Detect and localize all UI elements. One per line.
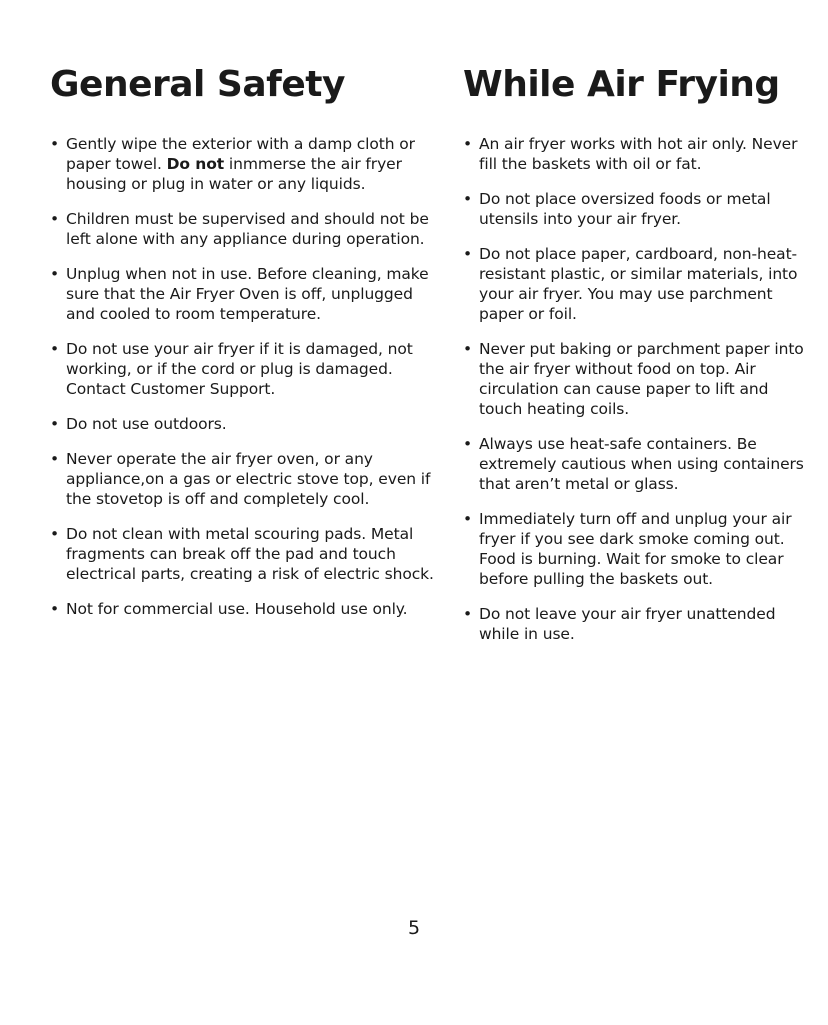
list-item-text: Do not place oversized foods or metal utensils into your air fryer. [479,190,771,228]
list-item-text-bold: Do not [166,155,225,173]
list-item [463,604,808,644]
list-item [50,449,440,509]
bullet-icon: • [463,435,473,453]
bullet-icon: • [463,340,473,358]
general-safety-section [50,62,440,634]
list-item-text: Do not use your air fryer if it is damaged, not working, or if the cord or plug is damaged. Contact Customer Support. [66,340,413,398]
list-item [50,599,440,619]
list-item [463,189,808,229]
bullet-icon: • [463,190,473,208]
while-air-frying-list [463,134,808,644]
list-item [50,264,440,324]
list-item [50,414,440,434]
list-item-text-pre: Gently wipe the exterior with a damp cloth or paper towel. [66,135,415,173]
list-item [463,134,808,174]
list-item-text: Immediately turn off and unplug your air fryer if you see dark smoke coming out. Food is burning. Wait for smoke to clear before pulling the baskets out. [479,510,792,588]
bullet-icon: • [50,525,60,543]
list-item-text: Never put baking or parchment paper into the air fryer without food on top. Air circulation can cause paper to lift and touch heating coils. [479,340,804,418]
list-item-text: Do not clean with metal scouring pads. Metal fragments can break off the pad and touch electrical parts, creating a risk of electric shock. [66,525,434,583]
list-item-text: Children must be supervised and should not be left alone with any appliance during operation. [66,210,429,248]
bullet-icon: • [50,600,60,618]
list-item-text: Do not leave your air fryer unattended while in use. [479,605,776,643]
general-safety-list [50,134,440,619]
bullet-icon: • [50,135,60,153]
bullet-icon: • [463,135,473,153]
list-item [463,509,808,589]
list-item [50,524,440,584]
bullet-icon: • [463,605,473,623]
list-item [50,134,440,194]
page-number: 5 [407,917,421,939]
list-item-text: Never operate the air fryer oven, or any appliance,on a gas or electric stove top, even if the stovetop is off and completely cool. [66,450,431,508]
list-item-text: Not for commercial use. Household use only. [66,600,408,618]
list-item-text: Do not place paper, cardboard, non-heat-resistant plastic, or similar materials, into your air fryer. You may use parchment paper or foil. [479,245,798,323]
bullet-icon: • [50,415,60,433]
list-item-text: Always use heat-safe containers. Be extremely cautious when using containers that aren’t metal or glass. [479,435,804,493]
bullet-icon: • [50,265,60,283]
bullet-icon: • [463,245,473,263]
list-item [463,244,808,324]
list-item-text: An air fryer works with hot air only. Never fill the baskets with oil or fat. [479,135,798,173]
bullet-icon: • [50,340,60,358]
list-item-text: Do not use outdoors. [66,415,227,433]
general-safety-heading: General Safety [50,64,345,105]
while-air-frying-section [463,62,808,659]
while-air-frying-heading: While Air Frying [463,64,780,105]
bullet-icon: • [463,510,473,528]
list-item [50,209,440,249]
bullet-icon: • [50,210,60,228]
list-item [463,434,808,494]
list-item-text: Unplug when not in use. Before cleaning, make sure that the Air Fryer Oven is off, unplugged and cooled to room temperature. [66,265,429,323]
list-item-text-post: inmmerse the air fryer housing or plug in water or any liquids. [66,155,402,193]
list-item [463,339,808,419]
list-item [50,339,440,399]
bullet-icon: • [50,450,60,468]
